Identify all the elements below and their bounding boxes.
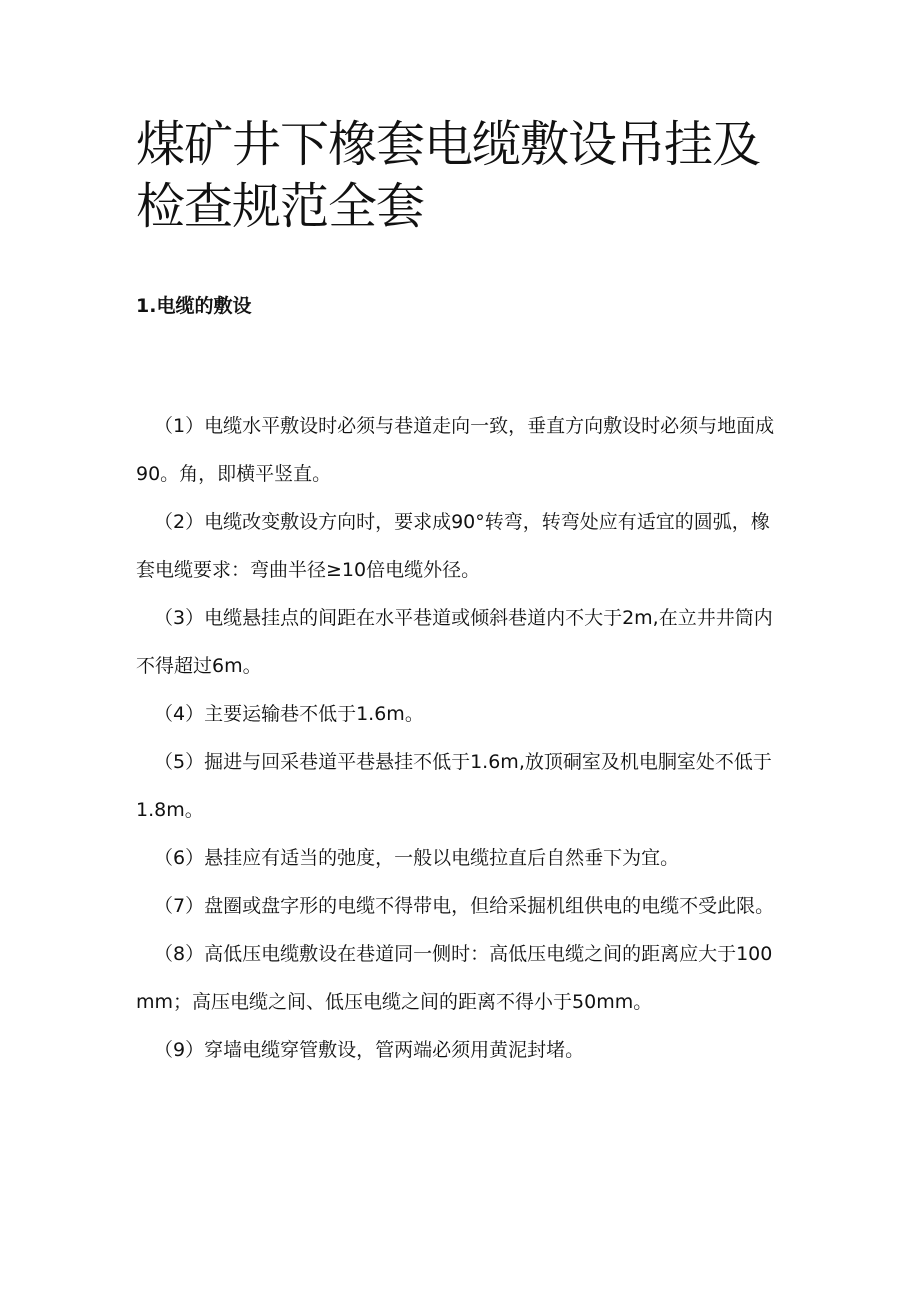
rule-item-9: （9）穿墙电缆穿管敷设，管两端必须用黄泥封堵。 (154, 1039, 585, 1061)
rule-item-1: （1）电缆水平敷设时必须与巷道走向一致，垂直方向敷设时必须与地面成90。角，即横平竖直。 (136, 415, 775, 485)
rule-item-4: （4）主要运输巷不低于1.6m。 (154, 703, 424, 725)
rule-item-2: （2）电缆改变敷设方向时，要求成90°转弯，转弯处应有适宜的圆弧，橡套电缆要求：弯曲半径≥10倍电缆外径。 (136, 511, 770, 581)
rule-item-8: （8）高低压电缆敷设在巷道同一侧时：高低压电缆之间的距离应大于100mm；高压电缆之间、低压电缆之间的距离不得小于50mm。 (136, 943, 773, 1013)
rule-item-6: （6）悬挂应有适当的弛度，一般以电缆拉直后自然垂下为宜。 (154, 847, 680, 869)
rule-item-5: （5）掘进与回采巷道平巷悬挂不低于1.6m,放顶硐室及机电胴室处不低于1.8m。 (136, 751, 772, 821)
rule-item-3: （3）电缆悬挂点的间距在水平巷道或倾斜巷道内不大于2m,在立井井筒内不得超过6m。 (136, 607, 773, 677)
document-title: 煤矿井下橡套电缆敷设吊挂及检查规范全套 (136, 116, 761, 235)
cable-laying-rules-list (136, 402, 786, 1074)
section-heading: 1.电缆的敷设 (136, 295, 252, 317)
rule-item-7: （7）盘圈或盘字形的电缆不得带电，但给采掘机组供电的电缆不受此限。 (154, 895, 775, 917)
